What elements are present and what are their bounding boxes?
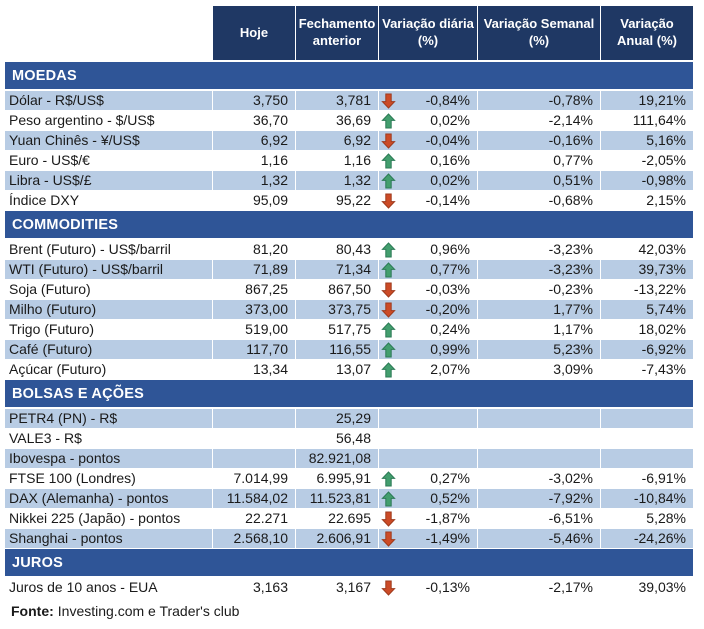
row-label: Brent (Futuro) - US$/barril xyxy=(5,240,212,259)
row-label: Milho (Futuro) xyxy=(5,300,212,319)
today-value: 1,32 xyxy=(213,171,295,190)
today-value: 36,70 xyxy=(213,111,295,130)
today-value: 11.584,02 xyxy=(213,489,295,508)
daily-change-cell xyxy=(379,409,477,428)
row-label: Dólar - R$/US$ xyxy=(5,91,212,110)
previous-close-value: 82.921,08 xyxy=(296,449,378,468)
table-row xyxy=(5,469,693,488)
row-label: Juros de 10 anos - EUA xyxy=(5,578,212,597)
daily-change-value: -1,49% xyxy=(425,530,470,546)
daily-change-cell xyxy=(379,429,477,448)
today-value: 2.568,10 xyxy=(213,529,295,548)
row-label: Soja (Futuro) xyxy=(5,280,212,299)
row-label: Euro - US$/€ xyxy=(5,151,212,170)
source-note-text: Investing.com e Trader's club xyxy=(57,603,240,619)
previous-close-value: 71,34 xyxy=(296,260,378,279)
today-value: 81,20 xyxy=(213,240,295,259)
previous-close-value: 6,92 xyxy=(296,131,378,150)
column-header-variacao-semanal: Variação Semanal (%) xyxy=(478,6,600,60)
daily-change-cell xyxy=(379,340,477,359)
daily-change-cell xyxy=(379,529,477,548)
row-label: Yuan Chinês - ¥/US$ xyxy=(5,131,212,150)
down-arrow-icon xyxy=(381,509,396,528)
yearly-change-value: 111,64% xyxy=(601,111,693,130)
up-arrow-icon xyxy=(381,360,396,379)
previous-close-value: 56,48 xyxy=(296,429,378,448)
yearly-change-value: 18,02% xyxy=(601,320,693,339)
daily-change-cell xyxy=(379,449,477,468)
weekly-change-value xyxy=(478,449,600,468)
daily-change-cell xyxy=(379,240,477,259)
today-value: 71,89 xyxy=(213,260,295,279)
yearly-change-value xyxy=(601,409,693,428)
table-row xyxy=(5,111,693,130)
daily-change-value: -0,03% xyxy=(425,281,470,297)
yearly-change-value: -10,84% xyxy=(601,489,693,508)
table-header-row xyxy=(5,6,693,60)
corner-spacer xyxy=(5,6,212,60)
daily-change-cell xyxy=(379,91,477,110)
yearly-change-value xyxy=(601,449,693,468)
daily-change-value: 0,02% xyxy=(430,112,470,128)
row-label: FTSE 100 (Londres) xyxy=(5,469,212,488)
table-row xyxy=(5,509,693,528)
daily-change-cell xyxy=(379,489,477,508)
column-header-fechamento: Fechamento anterior xyxy=(296,6,378,60)
yearly-change-value: -13,22% xyxy=(601,280,693,299)
yearly-change-value: 39,03% xyxy=(601,578,693,597)
weekly-change-value: -0,16% xyxy=(478,131,600,150)
previous-close-value: 6.995,91 xyxy=(296,469,378,488)
previous-close-value: 13,07 xyxy=(296,360,378,379)
table-row xyxy=(5,280,693,299)
table-row xyxy=(5,191,693,210)
row-label: Café (Futuro) xyxy=(5,340,212,359)
down-arrow-icon xyxy=(381,578,396,597)
weekly-change-value: 5,23% xyxy=(478,340,600,359)
source-note xyxy=(5,603,693,619)
weekly-change-value: 0,51% xyxy=(478,171,600,190)
daily-change-value: 2,07% xyxy=(430,361,470,377)
yearly-change-value: -0,98% xyxy=(601,171,693,190)
daily-change-value: -1,87% xyxy=(425,510,470,526)
yearly-change-value xyxy=(601,429,693,448)
daily-change-value: -0,13% xyxy=(425,579,470,595)
section-header-commodities: COMMODITIES xyxy=(5,211,693,238)
down-arrow-icon xyxy=(381,300,396,319)
weekly-change-value: -0,78% xyxy=(478,91,600,110)
row-label: PETR4 (PN) - R$ xyxy=(5,409,212,428)
daily-change-value: 0,96% xyxy=(430,241,470,257)
daily-change-value: 0,52% xyxy=(430,490,470,506)
daily-change-value: -0,04% xyxy=(425,132,470,148)
yearly-change-value: -6,91% xyxy=(601,469,693,488)
daily-change-value: 0,24% xyxy=(430,321,470,337)
row-label: DAX (Alemanha) - pontos xyxy=(5,489,212,508)
table-row xyxy=(5,131,693,150)
previous-close-value: 25,29 xyxy=(296,409,378,428)
daily-change-cell xyxy=(379,578,477,597)
daily-change-value: -0,84% xyxy=(425,92,470,108)
daily-change-cell xyxy=(379,320,477,339)
yearly-change-value: -6,92% xyxy=(601,340,693,359)
source-note-label: Fonte: xyxy=(11,603,54,619)
weekly-change-value xyxy=(478,409,600,428)
up-arrow-icon xyxy=(381,489,396,508)
weekly-change-value: 1,77% xyxy=(478,300,600,319)
weekly-change-value: 0,77% xyxy=(478,151,600,170)
previous-close-value: 95,22 xyxy=(296,191,378,210)
table-row xyxy=(5,91,693,110)
yearly-change-value: 19,21% xyxy=(601,91,693,110)
column-header-hoje: Hoje xyxy=(213,6,295,60)
today-value xyxy=(213,449,295,468)
table-row xyxy=(5,240,693,259)
daily-change-value: -0,20% xyxy=(425,301,470,317)
today-value: 1,16 xyxy=(213,151,295,170)
row-label: Índice DXY xyxy=(5,191,212,210)
table-row xyxy=(5,300,693,319)
previous-close-value: 1,32 xyxy=(296,171,378,190)
section-header-juros: JUROS xyxy=(5,549,693,576)
today-value xyxy=(213,409,295,428)
up-arrow-icon xyxy=(381,111,396,130)
yearly-change-value: -7,43% xyxy=(601,360,693,379)
daily-change-value: -0,14% xyxy=(425,192,470,208)
row-label: Libra - US$/£ xyxy=(5,171,212,190)
down-arrow-icon xyxy=(381,529,396,548)
weekly-change-value: -6,51% xyxy=(478,509,600,528)
previous-close-value: 3,781 xyxy=(296,91,378,110)
daily-change-cell xyxy=(379,469,477,488)
weekly-change-value: -3,02% xyxy=(478,469,600,488)
today-value: 117,70 xyxy=(213,340,295,359)
table-row xyxy=(5,171,693,190)
daily-change-cell xyxy=(379,260,477,279)
today-value: 13,34 xyxy=(213,360,295,379)
daily-change-cell xyxy=(379,131,477,150)
daily-change-value: 0,77% xyxy=(430,261,470,277)
table-row xyxy=(5,578,693,597)
daily-change-cell xyxy=(379,171,477,190)
row-label: VALE3 - R$ xyxy=(5,429,212,448)
up-arrow-icon xyxy=(381,151,396,170)
daily-change-cell xyxy=(379,360,477,379)
weekly-change-value: 1,17% xyxy=(478,320,600,339)
previous-close-value: 22.695 xyxy=(296,509,378,528)
section-header-moedas: MOEDAS xyxy=(5,62,693,89)
previous-close-value: 116,55 xyxy=(296,340,378,359)
today-value: 373,00 xyxy=(213,300,295,319)
today-value: 95,09 xyxy=(213,191,295,210)
table-row xyxy=(5,360,693,379)
up-arrow-icon xyxy=(381,260,396,279)
weekly-change-value: -2,17% xyxy=(478,578,600,597)
section-header-bolsas-e-acoes: BOLSAS E AÇÕES xyxy=(5,380,693,407)
weekly-change-value: -0,23% xyxy=(478,280,600,299)
daily-change-cell xyxy=(379,111,477,130)
previous-close-value: 1,16 xyxy=(296,151,378,170)
weekly-change-value: -3,23% xyxy=(478,240,600,259)
up-arrow-icon xyxy=(381,320,396,339)
previous-close-value: 36,69 xyxy=(296,111,378,130)
row-label: Açúcar (Futuro) xyxy=(5,360,212,379)
table-row xyxy=(5,340,693,359)
row-label: WTI (Futuro) - US$/barril xyxy=(5,260,212,279)
previous-close-value: 373,75 xyxy=(296,300,378,319)
daily-change-value: 0,27% xyxy=(430,470,470,486)
weekly-change-value xyxy=(478,429,600,448)
today-value: 867,25 xyxy=(213,280,295,299)
up-arrow-icon xyxy=(381,240,396,259)
yearly-change-value: -24,26% xyxy=(601,529,693,548)
weekly-change-value: -7,92% xyxy=(478,489,600,508)
table-row xyxy=(5,429,693,448)
row-label: Shanghai - pontos xyxy=(5,529,212,548)
up-arrow-icon xyxy=(381,171,396,190)
daily-change-cell xyxy=(379,151,477,170)
table-row xyxy=(5,489,693,508)
previous-close-value: 11.523,81 xyxy=(296,489,378,508)
previous-close-value: 517,75 xyxy=(296,320,378,339)
daily-change-cell xyxy=(379,280,477,299)
daily-change-value: 0,16% xyxy=(430,152,470,168)
down-arrow-icon xyxy=(381,131,396,150)
previous-close-value: 80,43 xyxy=(296,240,378,259)
row-label: Peso argentino - $/US$ xyxy=(5,111,212,130)
table-row xyxy=(5,151,693,170)
row-label: Ibovespa - pontos xyxy=(5,449,212,468)
row-label: Trigo (Futuro) xyxy=(5,320,212,339)
daily-change-value: 0,99% xyxy=(430,341,470,357)
yearly-change-value: 5,16% xyxy=(601,131,693,150)
yearly-change-value: 2,15% xyxy=(601,191,693,210)
table-row xyxy=(5,529,693,548)
down-arrow-icon xyxy=(381,91,396,110)
yearly-change-value: 42,03% xyxy=(601,240,693,259)
today-value xyxy=(213,429,295,448)
today-value: 3,163 xyxy=(213,578,295,597)
daily-change-cell xyxy=(379,300,477,319)
down-arrow-icon xyxy=(381,191,396,210)
daily-change-cell xyxy=(379,509,477,528)
weekly-change-value: 3,09% xyxy=(478,360,600,379)
weekly-change-value: -5,46% xyxy=(478,529,600,548)
yearly-change-value: 39,73% xyxy=(601,260,693,279)
yearly-change-value: -2,05% xyxy=(601,151,693,170)
weekly-change-value: -2,14% xyxy=(478,111,600,130)
weekly-change-value: -3,23% xyxy=(478,260,600,279)
today-value: 6,92 xyxy=(213,131,295,150)
today-value: 22.271 xyxy=(213,509,295,528)
table-body xyxy=(5,62,693,597)
today-value: 519,00 xyxy=(213,320,295,339)
today-value: 3,750 xyxy=(213,91,295,110)
table-row xyxy=(5,260,693,279)
table-row xyxy=(5,449,693,468)
column-header-variacao-anual: Variação Anual (%) xyxy=(601,6,693,60)
previous-close-value: 3,167 xyxy=(296,578,378,597)
up-arrow-icon xyxy=(381,340,396,359)
weekly-change-value: -0,68% xyxy=(478,191,600,210)
row-label: Nikkei 225 (Japão) - pontos xyxy=(5,509,212,528)
table-row xyxy=(5,320,693,339)
up-arrow-icon xyxy=(381,469,396,488)
previous-close-value: 867,50 xyxy=(296,280,378,299)
table-row xyxy=(5,409,693,428)
daily-change-value: 0,02% xyxy=(430,172,470,188)
previous-close-value: 2.606,91 xyxy=(296,529,378,548)
today-value: 7.014,99 xyxy=(213,469,295,488)
daily-change-cell xyxy=(379,191,477,210)
yearly-change-value: 5,28% xyxy=(601,509,693,528)
down-arrow-icon xyxy=(381,280,396,299)
yearly-change-value: 5,74% xyxy=(601,300,693,319)
column-header-variacao-diaria: Variação diária (%) xyxy=(379,6,477,60)
